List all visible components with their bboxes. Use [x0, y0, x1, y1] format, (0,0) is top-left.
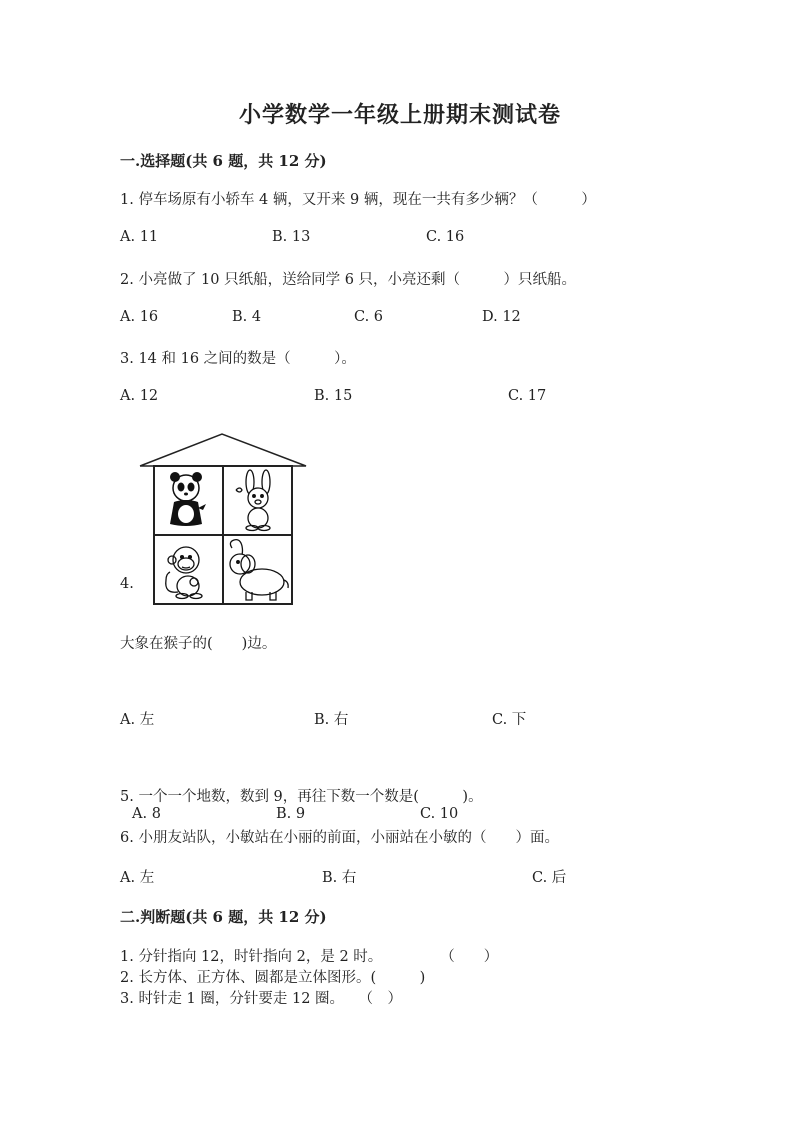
q5-option-c: C. 10: [420, 806, 459, 822]
animal-house-illustration: [136, 432, 312, 608]
q1-option-a: A. 11: [120, 229, 159, 245]
q2-option-a: A. 16: [120, 309, 159, 325]
section-heading-judge: 二.判断题(共 6 题，共 12 分): [120, 908, 327, 926]
q2-option-b: B. 4: [232, 309, 262, 325]
question-4-number: 4.: [120, 576, 134, 592]
q4-option-a: A. 左: [120, 712, 155, 728]
q5-option-a: A. 8: [132, 806, 161, 822]
page-title: 小学数学一年级上册期末测试卷: [238, 102, 561, 128]
q1-option-b: B. 13: [272, 229, 311, 245]
q6-option-b: B. 右: [322, 870, 357, 886]
judge-question-3: 3. 时针走 1 圈，分针要走 12 圈。 （ ）: [120, 991, 403, 1007]
q5-option-b: B. 9: [276, 806, 306, 822]
panda-icon: [170, 472, 206, 526]
q3-option-a: A. 12: [120, 388, 159, 404]
q6-option-c: C. 后: [532, 870, 567, 886]
question-5: 5. 一个一个地数，数到 9，再往下数一个数是( )。: [120, 789, 483, 805]
question-1: 1. 停车场原有小轿车 4 辆，又开来 9 辆，现在一共有多少辆？（ ）: [120, 192, 596, 208]
q3-option-c: C. 17: [508, 388, 547, 404]
q2-option-c: C. 6: [354, 309, 384, 325]
question-4: 大象在猴子的( )边。: [120, 636, 277, 652]
q3-option-b: B. 15: [314, 388, 353, 404]
monkey-icon: [166, 547, 202, 599]
question-6: 6. 小朋友站队，小敏站在小丽的前面，小丽站在小敏的（ ）面。: [120, 830, 559, 846]
section-heading-choice: 一.选择题(共 6 题，共 12 分): [120, 152, 327, 170]
q2-option-d: D. 12: [482, 309, 521, 325]
question-2: 2. 小亮做了 10 只纸船，送给同学 6 只，小亮还剩（ ）只纸船。: [120, 272, 577, 288]
q4-option-b: B. 右: [314, 712, 349, 728]
q6-option-a: A. 左: [120, 870, 155, 886]
judge-question-2: 2. 长方体、正方体、圆都是立体图形。( ): [120, 970, 426, 986]
q4-option-c: C. 下: [492, 712, 527, 728]
question-3: 3. 14 和 16 之间的数是（ ）。: [120, 351, 356, 367]
q1-option-c: C. 16: [426, 229, 465, 245]
elephant-icon: [230, 540, 288, 600]
rabbit-icon: [236, 470, 270, 531]
judge-question-1: 1. 分针指向 12，时针指向 2，是 2 时。 （ ）: [120, 949, 499, 965]
